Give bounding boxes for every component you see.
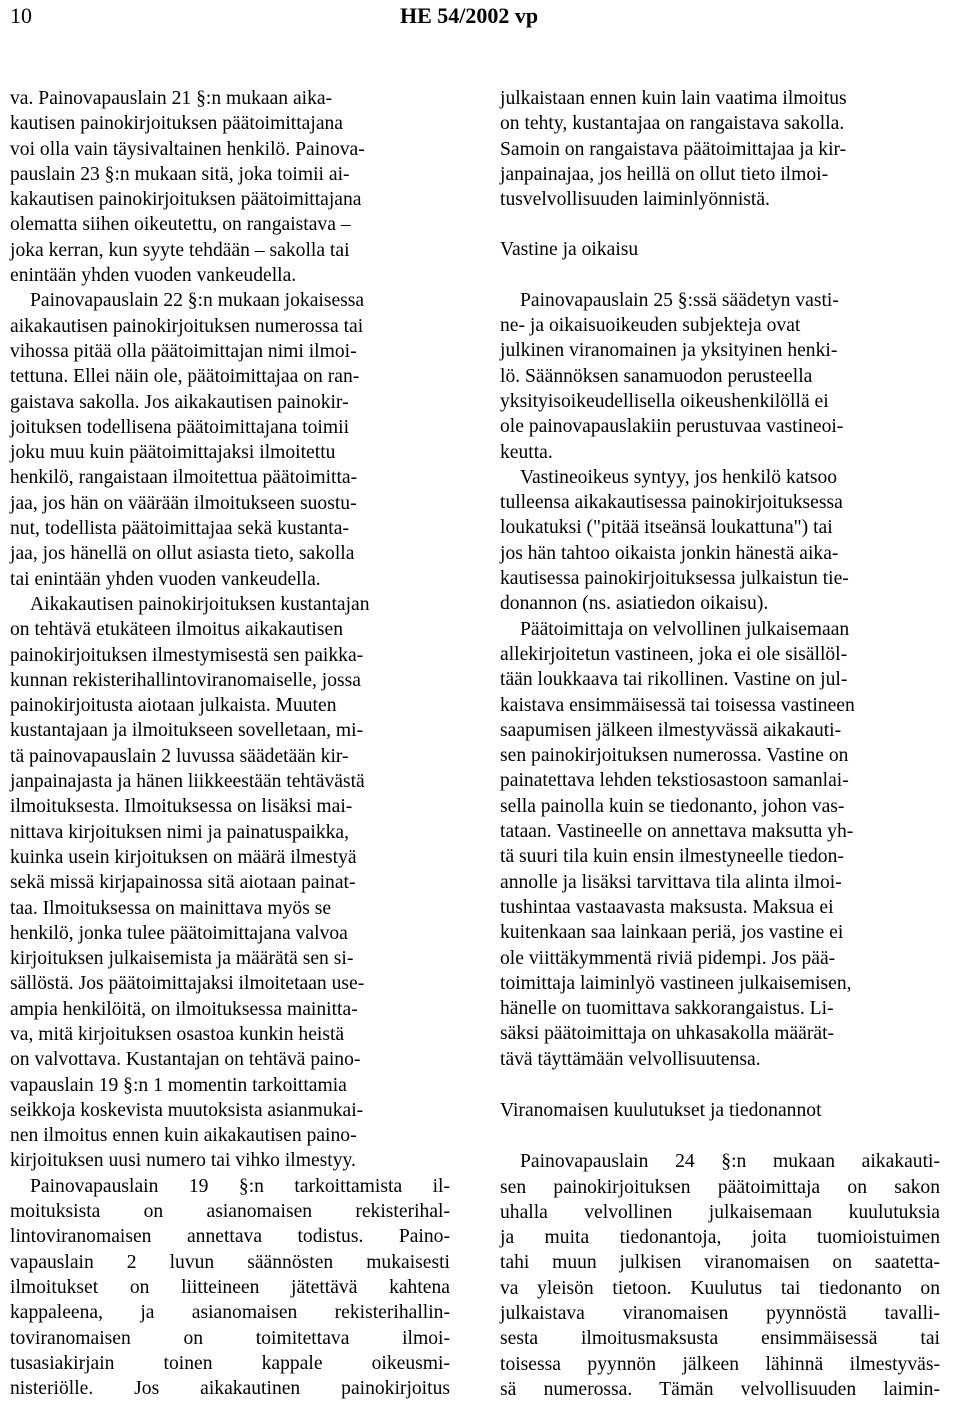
paragraph: Päätoimittaja on velvollinen julkaisemaan allekirjoitetun vastineen, joka ei ole sisällöl- tään loukkaava tai rikollinen. Vastine on jul- kaistava ensimmäisessä tai toisessa vastineen saapumisen jälkeen ilmestyvässä aikakauti- sen painokirjoituksen numerossa. Vastine on painatettava lehden tekstiosastoon samanlai- sella painolla kuin se tiedonanto, johon vas- tataan. Vastineelle on annettava maksutta yh- tä suuri tila kuin ensin ilmestyneelle tiedon- annolle ja lisäksi tarvittava tila alinta ilmoi- tushintaa vastaavasta maksusta. Maksua ei kuitenkaan saa lainkaan periä, jos vastine ei ole viittäkymmentä riviä pidempi. Jos pää- toimittaja laiminlyö vastineen julkaisemisen, hänelle on tuomittava sakkorangaistus. Li- säksi päätoimittaja on uhkasakolla määrät- tävä täyttämään velvollisuutensa. [500,618,855,1070]
document-id: HE 54/2002 vp [400,3,539,28]
paragraph: Painovapauslain 24 §:n mukaan aikakauti- sen painokirjoituksen päätoimittaja on sakon uhalla velvollinen julkaisemaan kuulutuksia ja muita tiedonantoja, joita tuomioistuimen tahi muun julkisen viranomaisen on saatetta- va yleisön tietoon. Kuulutus tai tiedonanto on julkaistava viranomaisen pyynnöstä tavalli- sesta ilmoitusmaksusta ensimmäisessä tai toisessa pyynnön jälkeen lähinnä ilmestyväs- sä numerossa. Tämän velvollisuuden laimin- [500,1151,940,1400]
paragraph: Painovapauslain 19 §:n tarkoittamista il- moituksista on asianomaisen rekisterihal- lintoviranomaisen annettava todistus. Paino- vapauslain 2 luvun säännösten mukaisesti ilmoitukset on liitteineen jätettävä kahtena kappaleena, ja asianomaisen rekisterihallin- toviranomaisen on toimitettava ilmoi- tusasiakirjain toinen kappale oikeusmi- nisteriölle. Jos aikakautinen painokirjoitus [10,1175,450,1400]
paragraph: Vastineoikeus syntyy, jos henkilö katsoo tulleensa aikakautisessa painokirjoituksessa loukatuksi ("pitää itseänsä loukattuna") tai jos hän tahtoo oikaista jonkin hänestä aika- kautisessa painokirjoituksessa julkaistun tie- donannon (ns. asiatiedon oikaisu). [500,466,849,615]
paragraph: Aikakautisen painokirjoituksen kustantajan on tehtävä etukäteen ilmoitus aikakautisen painokirjoituksen ilmestymisestä sen paikka- kunnan rekisterihallintoviranomaiselle, jossa painokirjoitusta aiotaan julkaista. Muuten kustantajaan ja ilmoitukseen sovelletaan, mi- tä painovapauslain 2 luvussa säädetään kir- janpainajasta ja hänen liikkeestään tehtävästä ilmoituksesta. Ilmoituksessa on lisäksi mai- nittava kirjoituksen nimi ja painatuspaikka, kuinka usein kirjoituksen on määrä ilmestyä sekä missä kirjapainossa sitä aiotaan painat- taa. Ilmoituksessa on mainittava myös se henkilö, jonka tulee päätoimittajana valvoa kirjoituksen julkaisemista ja määrätä sen si- sällöstä. Jos päätoimittajaksi ilmoitetaan use- ampia henkilöitä, on ilmoituksessa mainitta- va, mitä kirjoituksen osastoa kunkin heistä on valvottava. Kustantajan on tehtävä paino- vapauslain 19 §:n 1 momentin tarkoittamia seikkoja koskevista muutoksista asianmukai- nen ilmoitus ennen kuin aikakautisen paino- kirjoituksen uusi numero tai vihko ilmestyy. [10,593,370,1172]
paragraph: va. Painovapauslain 21 §:n mukaan aika- kautisen painokirjoituksen päätoimittajana voi olla vain täysivaltainen henkilö. Painova- pauslain 23 §:n mukaan sitä, joka toimii ai- kakautisen painokirjoituksen päätoimittajana olematta siihen oikeutettu, on rangaistava – joka kerran, kun syyte tehdään – sakolla tai enintään yhden vuoden vankeudella. [10,88,365,287]
paragraph: julkaistaan ennen kuin lain vaatima ilmoitus on tehty, kustantajaa on rangaistava sakolla. Samoin on rangaistava päätoimittajaa ja kir- janpainajaa, jos heillä on ollut tieto ilmoi- tusvelvollisuuden laiminlyönnistä. [500,88,847,211]
section-heading: Vastine ja oikaisu [500,239,639,261]
section-heading: Viranomaisen kuulutukset ja tiedonannot [500,1099,822,1121]
paragraph: Painovapauslain 22 §:n mukaan jokaisessa aikakautisen painokirjoituksen numerossa tai vihossa pitää olla päätoimittajan nimi ilmoi- tettuna. Ellei näin ole, päätoimittajaa on ran- gaistava sakolla. Jos aikakautisen painokir- joituksen todellisena päätoimittajana toimii joku muu kuin päätoimittajaksi ilmoitettu henkilö, rangaistaan ilmoitettua päätoimitta- jaa, jos hän on väärään ilmoitukseen suostu- nut, todellista päätoimittajaa sekä kustanta- jaa, jos hänellä on ollut asiasta tieto, sakolla tai enintään yhden vuoden vankeudella. [10,290,365,590]
page-number: 10 [10,3,32,28]
left-column [10,86,450,1401]
page-header [0,0,960,40]
right-column [500,86,940,1402]
paragraph: Painovapauslain 25 §:ssä säädetyn vasti- ne- ja oikaisuoikeuden subjekteja ovat julkinen viranomainen ja yksityinen henki- lö. Säännöksen sanamuodon perusteella yksityisoikeudellisella oikeushenkilöllä ei ole painovapauslakiin perustuvaa vastineoi- keutta. [500,289,844,463]
